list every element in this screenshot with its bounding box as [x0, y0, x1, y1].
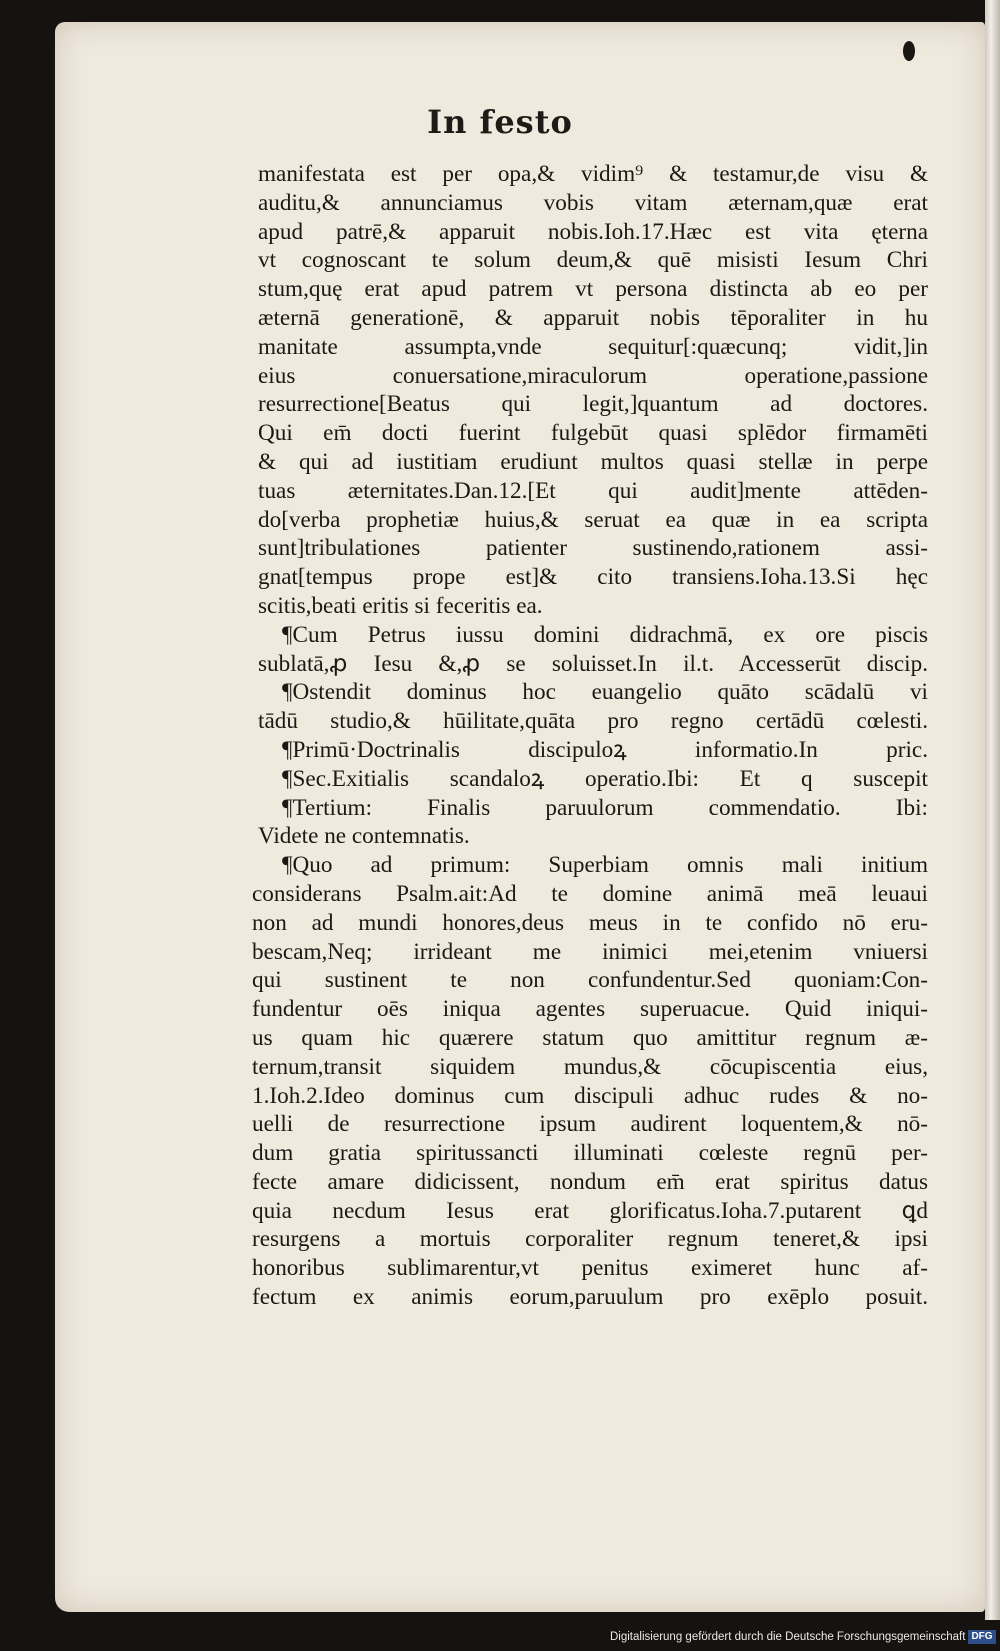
text-line: fundentur oēs iniqua agentes superuacue. Quid iniqui-: [252, 996, 928, 1023]
text-line: scitis,beati eritis si feceritis ea.: [258, 592, 543, 619]
paragraph-line: ¶Ostendit dominus hoc euangelio quāto scādalū vi: [282, 679, 928, 706]
paragraph-line: ¶Tertium: Finalis paruulorum commendatio. Ibi:: [282, 794, 928, 821]
text-line: æternā generationē, & apparuit nobis tēporaliter in hu: [258, 304, 928, 331]
paragraph-line: ¶Cum Petrus iussu domini didrachmā, ex ore piscis: [282, 621, 928, 648]
text-line: us quam hic quærere statum quo amittitur regnum æ-: [252, 1024, 928, 1051]
text-line: fecte amare didicissent, nondum em̄ erat spiritus datus: [252, 1168, 928, 1195]
text-line: tādū studio,& hūilitate,quāta pro regno certādū cœlesti.: [258, 708, 928, 735]
paragraph-line: ¶Sec.Exitialis scandaloꝝ operatio.Ibi: Et q suscepit: [282, 765, 928, 792]
text-line: ternum,transit siquidem mundus,& cōcupiscentia eius,: [252, 1053, 928, 1080]
text-line: resurrectione[Beatus qui legit,]quantum ad doctores.: [258, 391, 928, 418]
text-line: resurgens a mortuis corporaliter regnum teneret,& ipsi: [252, 1226, 928, 1253]
running-head: In festo: [427, 103, 573, 141]
text-line: tuas æternitates.Dan.12.[Et qui audit]mente attēden-: [258, 477, 928, 504]
text-line: Videte ne contemnatis.: [258, 823, 470, 850]
text-line: Qui em̄ docti fuerint fulgebūt quasi splēdor firmamēti: [258, 420, 928, 447]
text-line: quia necdum Iesus erat glorificatus.Ioha.7.putarent ꝗd: [252, 1197, 928, 1224]
ink-blot: [903, 41, 915, 61]
paragraph-line: ¶Primū·Doctrinalis discipuloꝝ informatio.In pric.: [282, 736, 928, 763]
text-line: non ad mundi honores,deus meus in te confido nō eru-: [252, 909, 928, 936]
text-line: uelli de resurrectione ipsum audirent loquentem,& nō-: [252, 1111, 928, 1138]
text-line: sunt]tribulationes patienter sustinendo,rationem assi-: [258, 535, 928, 562]
text-line: gnat[tempus prope est]& cito transiens.Ioha.13.Si hęc: [258, 564, 928, 591]
text-line: honoribus sublimarentur,vt penitus eximeret hunc af-: [252, 1255, 928, 1282]
text-line: apud patrē,& apparuit nobis.Ioh.17.Hæc est vita ęterna: [258, 218, 928, 245]
text-line: bescam,Neq; irrideant me inimici mei,etenim vniuersi: [252, 938, 928, 965]
text-line: & qui ad iustitiam erudiunt multos quasi stellæ in perpe: [258, 448, 928, 475]
text-line: do[verba prophetiæ huius,& seruat ea quæ in ea scripta: [258, 506, 928, 533]
text-line: fectum ex animis eorum,paruulum pro exēplo posuit.: [252, 1284, 928, 1311]
text-line: dum gratia spiritussancti illuminati cœleste regnū per-: [252, 1140, 928, 1167]
text-line: sublatā,ꝓ Iesu &,ꝓ se soluisset.In il.t. Accesserūt discip.: [258, 650, 928, 677]
dfg-logo[interactable]: DFG: [968, 1630, 996, 1644]
digitization-credit: Digitalisierung gefördert durch die Deutsche Forschungsgemeinschaft: [610, 1631, 966, 1643]
text-line: manifestata est per opa,& vidim⁹ & testamur,de visu &: [258, 161, 928, 187]
text-line: stum,quę erat apud patrem vt persona distincta ab eo per: [258, 276, 928, 303]
text-line: auditu,& annunciamus vobis vitam æternam,quæ erat: [258, 189, 928, 216]
text-line: manitate assumpta,vnde sequitur[:quæcunq; vidit,]in: [258, 333, 928, 360]
text-line: qui sustinent te non confundentur.Sed quoniam:Con-: [252, 967, 928, 994]
body-text: [252, 160, 928, 1312]
text-line: eius conuersatione,miraculorum operatione,passione: [258, 362, 928, 389]
page-edge: [985, 0, 1000, 1620]
text-line: vt cognoscant te solum deum,& quē misisti Iesum Chri: [258, 247, 928, 274]
paragraph-line: ¶Quo ad primum: Superbiam omnis mali initium: [282, 852, 928, 879]
text-line: 1.Ioh.2.Ideo dominus cum discipuli adhuc rudes & no-: [252, 1082, 928, 1109]
text-line: considerans Psalm.ait:Ad te domine animā meā leuaui: [252, 880, 928, 907]
